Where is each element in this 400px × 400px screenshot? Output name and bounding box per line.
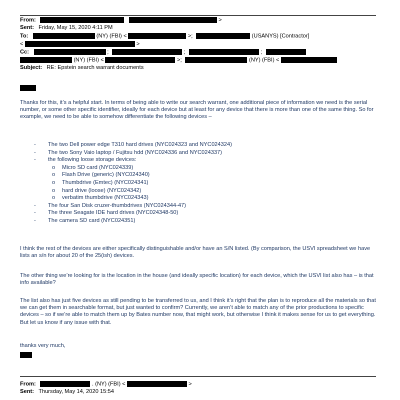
from-label: From: — [20, 17, 36, 24]
dash-marker: - — [34, 149, 36, 156]
redaction-block — [189, 49, 259, 55]
cc-semicolon: ; — [183, 49, 186, 56]
bullet-marker: o — [52, 195, 56, 202]
dash-marker: - — [34, 142, 36, 148]
list-item — [34, 210, 232, 218]
redaction-block — [40, 381, 90, 387]
to-line-2 — [20, 41, 140, 49]
list-item-text: The two Sony Vaio laptop / Fujitsu hdd (NYC024336 and NYC024337) — [48, 149, 223, 156]
redaction-block — [33, 33, 95, 39]
redaction-block — [34, 49, 106, 55]
cc-label: Cc: — [20, 49, 30, 56]
cc-line-2 — [20, 57, 337, 65]
dash-marker: - — [34, 202, 36, 209]
list-item-text: The four San Disk cruzer-thumbdrives (NYC024344-47) — [48, 202, 187, 209]
redaction-block — [20, 57, 72, 63]
from-line — [20, 17, 222, 25]
redaction-block — [185, 57, 247, 63]
list-item-text: The three Seagate IDE hard drives (NYC024348-50) — [48, 210, 179, 217]
sent-label: Sent: — [20, 25, 34, 31]
footer-sent-label: Sent: — [20, 389, 34, 395]
redaction-block — [25, 41, 135, 47]
list-item-text: The camera SD card (NYC024351) — [48, 217, 136, 224]
cc-line — [20, 49, 306, 57]
storage-sublist — [52, 165, 250, 203]
sublist-item-text: hard drive (loose) (NYC024342) — [62, 187, 142, 194]
cc-part-2: >; — [177, 57, 182, 64]
redaction-block — [266, 49, 306, 55]
bullet-marker: o — [52, 164, 56, 171]
list-item — [34, 203, 232, 211]
redaction-block — [112, 49, 182, 55]
list-item — [34, 150, 232, 158]
subject-value: RE: Epstein search warrant documents — [46, 65, 144, 71]
paragraph-4: The list also has just five devices as still pending to be transferred to us, and I think it’s right that the plan is to reproduce all the materials so that we can get them in searchable format, but just wanted to confirm? Currently, we aren’t able to match any of the prior productions to specific devices – so if we’re able to match them up by Bates number now, that might work, but otherwise I think it makes sense for us to get everything. But let us know if any issue with that. — [20, 298, 376, 326]
redaction-block — [20, 352, 32, 358]
footer-angle-close: > — [188, 381, 192, 388]
redaction-block — [128, 33, 186, 39]
to-part-1: (NY) (FBI) < — [96, 33, 127, 40]
sublist-item — [52, 180, 250, 188]
subject-line — [20, 65, 144, 72]
list-item-text: The two Dell power edge T310 hard drives (NYC024323 and NYC024324) — [48, 142, 232, 148]
footer-sent-line — [20, 389, 114, 396]
paragraph-3: The other thing we’re looking for is the location in the house (and ideally specific location) for each device, which the USVI list also has – is that info available? — [20, 273, 374, 287]
sublist-item — [52, 172, 250, 180]
bullet-marker: o — [52, 172, 56, 179]
bullet-marker: o — [52, 187, 56, 194]
sublist-item — [52, 188, 250, 196]
sublist-item-text: Thumbdrive (Emtec) (NYC024341) — [62, 179, 149, 186]
footer-from-value: . (NY) (FBI) < — [91, 381, 126, 388]
dash-marker: - — [34, 157, 36, 164]
salutation-line — [20, 85, 36, 93]
closing-line: thanks very much, — [20, 343, 66, 349]
sent-line — [20, 25, 113, 32]
redaction-block — [129, 17, 217, 23]
subject-label: Subject: — [20, 65, 43, 71]
to-label: To: — [20, 33, 29, 40]
list-item — [34, 218, 232, 226]
redaction-block — [196, 33, 250, 39]
dash-marker: - — [34, 217, 36, 224]
sublist-item-text: verbatim thumbdrive (NYC024343) — [62, 195, 149, 202]
dash-marker: - — [34, 210, 36, 217]
sublist-item-text: Micro SD card (NYC024339) — [62, 164, 134, 171]
list-item — [34, 142, 232, 150]
footer-from-line — [20, 381, 192, 389]
list-item — [34, 157, 232, 165]
angle-open: < — [20, 41, 24, 48]
sublist-item-text: Flash Drive (generic) (NYC024340) — [62, 172, 150, 179]
bullet-marker: o — [52, 179, 56, 186]
to-part-3: (USANYS) [Contractor] — [251, 33, 310, 40]
sent-value: Friday, May 15, 2020 4:11 PM — [38, 25, 113, 31]
redaction-block — [40, 17, 124, 23]
to-line — [20, 33, 309, 41]
redaction-block — [281, 57, 337, 63]
footer-rule — [20, 376, 376, 377]
paragraph-2: I think the rest of the devices are either specifically distinguishable and/or have an S/N listed. (By comparison, the USVI spreadsheet we have lists an s/n for about 20 of the 25(ish) devices. — [20, 246, 371, 260]
list-item-text: the following loose storage devices: — [48, 157, 137, 164]
cc-part-1: (NY) (FBI) < — [73, 57, 104, 64]
footer-from-label: From: — [20, 381, 36, 388]
angle-close: > — [218, 17, 222, 24]
device-list — [34, 142, 232, 226]
redaction-block — [127, 381, 187, 387]
signature-line — [20, 352, 32, 360]
paragraph-1: Thanks for this, it’s a helpful start. In terms of being able to write our search warrant, one additional piece of information we need is the serial number, or some other specific identifier, ideally for each device but at least for any device that there is more than one of the same thing. So for example, we need to be able to somehow differentiate the following devices – — [20, 100, 374, 121]
header-rule-top — [20, 15, 376, 16]
redaction-block — [20, 85, 36, 91]
sublist-item — [52, 195, 250, 203]
to-close: > — [136, 41, 140, 48]
to-part-2: >; — [187, 33, 193, 40]
cc-semicolon: ; — [107, 49, 109, 56]
redaction-block — [105, 57, 175, 63]
cc-part-3: (NY) (FBI) < — [248, 57, 280, 64]
footer-sent-value: Thursday, May 14, 2020 15:54 — [38, 389, 115, 395]
sublist-item — [52, 165, 250, 173]
cc-semicolon: ; — [260, 49, 263, 56]
